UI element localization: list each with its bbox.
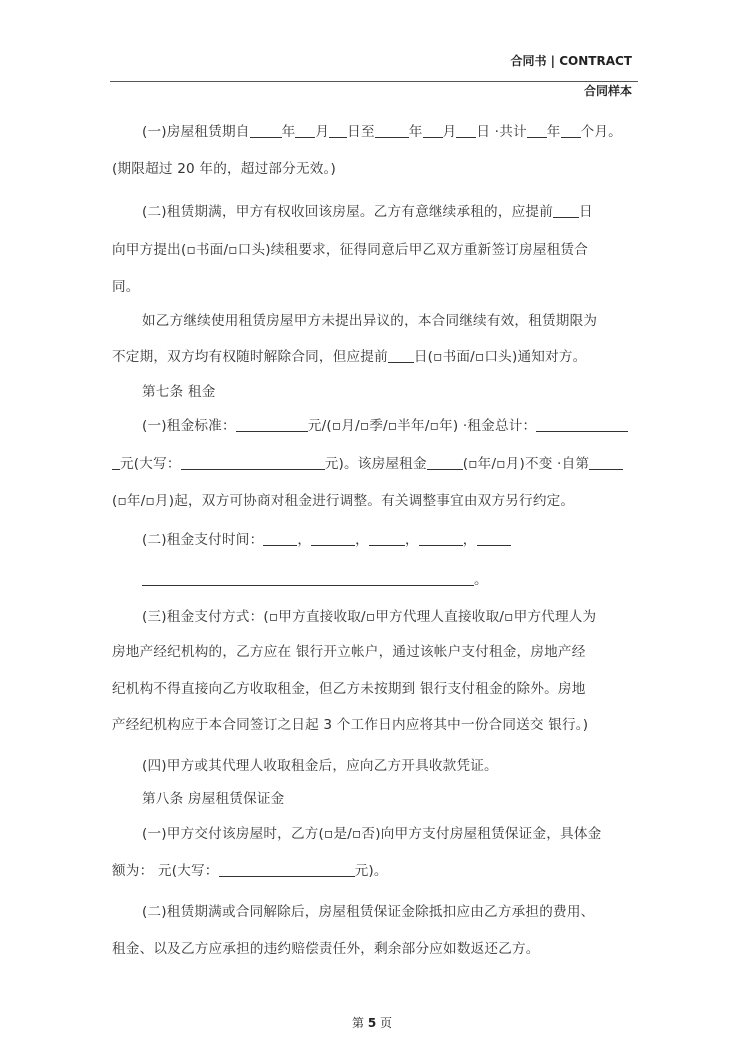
paragraph-rent-standard-cont: 元(大写： 元)。该房屋租金 (▫年/▫月)不变 ·自第	[112, 454, 623, 474]
paragraph-deposit-amount: 额为： 元(大写： 元)。	[112, 863, 388, 879]
paragraph-deposit-return: (二)租赁期满或合同解除后，房屋租赁保证金除抵扣应由乙方承担的费用、	[142, 904, 595, 920]
paragraph-rent-adjust: (▫年/▫月)起，双方可协商对租金进行调整。有关调整事宜由双方另行约定。	[112, 493, 575, 509]
paragraph-continued-use-cont: 不定期，双方均有权随时解除合同，但应提前 日(▫书面/▫口头)通知对方。	[112, 349, 587, 365]
paragraph-payment-time-blank: 。	[142, 570, 488, 590]
paragraph-payment-method-4: 产经纪机构应于本合同签订之日起 3 个工作日内应将其中一份合同送交 银行。)	[112, 717, 589, 733]
paragraph-term: (一)房屋租赁期自 年 月 日至 年 月 日 ·共计 年 个月。	[142, 124, 622, 140]
article-8-heading: 第八条 房屋租赁保证金	[142, 791, 285, 807]
paragraph-renewal-end: 同。	[112, 279, 140, 295]
paragraph-term-limit: (期限超过 20 年的，超过部分无效。)	[112, 161, 337, 177]
paragraph-continued-use: 如乙方继续使用租赁房屋甲方未提出异议的，本合同继续有效，租赁期限为	[142, 313, 598, 329]
header-divider	[110, 81, 638, 82]
header-subtitle: 合同样本	[583, 84, 632, 98]
paragraph-payment-time: (二)租金支付时间： ， ， ， ，	[142, 530, 511, 550]
article-7-heading: 第七条 租金	[142, 384, 216, 400]
paragraph-payment-method-2: 房地产经纪机构的，乙方应在 银行开立帐户，通过该帐户支付租金，房地产经	[112, 644, 586, 660]
paragraph-rent-standard: (一)租金标准： 元/(▫月/▫季/▫半年/▫年) ·租金总计：	[142, 416, 628, 436]
paragraph-renewal-cont: 向甲方提出(▫书面/▫口头)续租要求，征得同意后甲乙双方重新签订房屋租赁合	[112, 242, 589, 258]
paragraph-receipt: (四)甲方或其代理人收取租金后，应向乙方开具收款凭证。	[142, 758, 498, 774]
header-title: 合同书 | CONTRACT	[510, 54, 632, 68]
paragraph-payment-method-3: 纪机构不得直接向乙方收取租金，但乙方未按期到 银行支付租金的除外。房地	[112, 681, 586, 697]
paragraph-deposit-return-cont: 租金、以及乙方应承担的违约赔偿责任外，剩余部分应如数返还乙方。	[112, 941, 540, 957]
paragraph-renewal: (二)租赁期满，甲方有权收回该房屋。乙方有意继续承租的，应提前 日	[142, 204, 593, 220]
paragraph-deposit: (一)甲方交付该房屋时，乙方(▫是/▫否)向甲方支付房屋租赁保证金，具体金	[142, 826, 602, 842]
paragraph-payment-method: (三)租金支付方式：(▫甲方直接收取/▫甲方代理人直接收取/▫甲方代理人为	[142, 609, 597, 625]
page-number: 第 5 页	[351, 1016, 393, 1030]
